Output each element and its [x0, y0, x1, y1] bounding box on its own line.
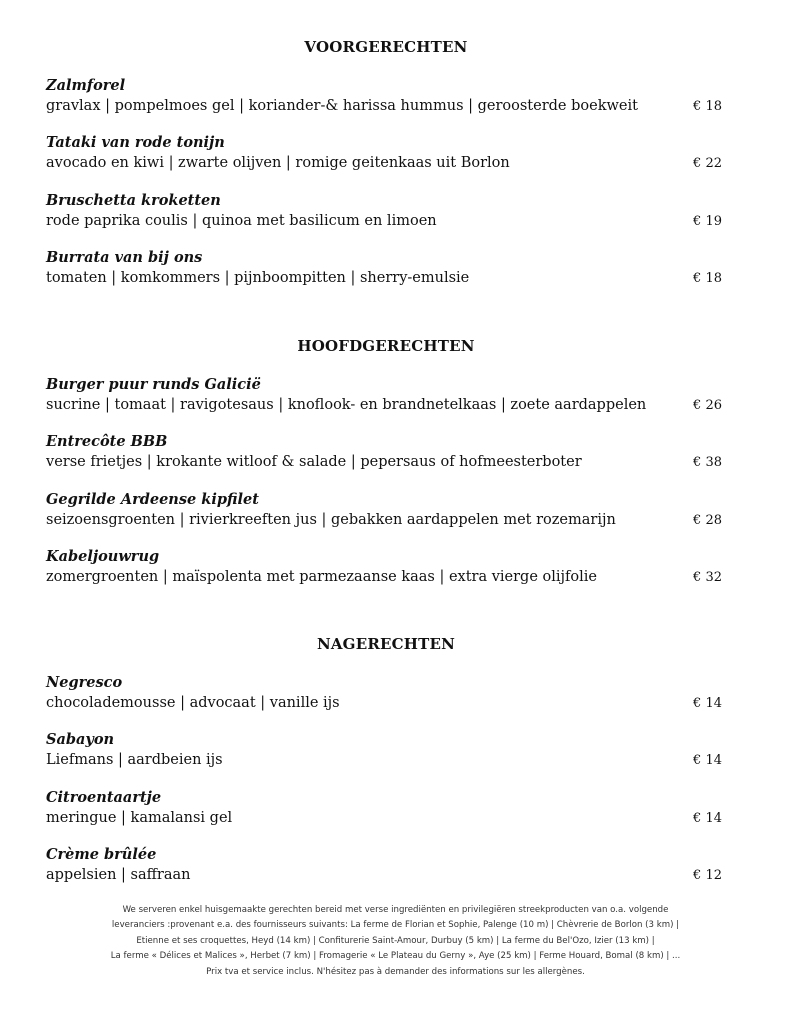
dish-description: gravlax | pompelmoes gel | koriander-& harissa hummus | geroosterde boekweit — [46, 98, 638, 114]
dish-description: tomaten | komkommers | pijnboompitten | sherry-emulsie — [46, 269, 470, 286]
dish-price: € 28 — [693, 512, 722, 528]
section-title: NAGERECHTEN — [316, 635, 456, 653]
dish-price: € 14 — [693, 810, 722, 826]
dish-name: Kabeljouwrug — [46, 547, 160, 565]
dish-item — [46, 490, 726, 547]
dish-price: € 14 — [693, 753, 722, 769]
dish-item — [46, 432, 726, 489]
dish-price: € 38 — [693, 455, 722, 471]
dish-price: € 18 — [693, 270, 722, 286]
dish-item — [46, 76, 726, 133]
dish-item — [46, 547, 726, 604]
dish-description: seizoensgroenten | rivierkreeften jus | gebakken aardappelen met rozemarijn — [46, 511, 616, 528]
footer-line: Etienne et ses croquettes, Heyd (14 km) | Confiturerie Saint-Amour, Durbuy (5 km) | La ferme du Bel'Ozo, Izier (13 km) | — [136, 935, 655, 946]
dish-price: € 26 — [693, 398, 722, 413]
dish-price: € 14 — [693, 696, 722, 711]
dish-description: appelsien | saffraan — [46, 866, 191, 883]
section-title: HOOFDGERECHTEN — [297, 337, 475, 355]
dish-item — [46, 248, 726, 305]
dish-item — [46, 730, 726, 787]
dish-name: Tataki van rode tonijn — [46, 134, 225, 152]
dish-item — [46, 375, 726, 432]
footer-line: leveranciers :provenant e.a. des fournisseurs suivants: La ferme de Florian et Sophie, Palenge (10 m) | Chèvrerie de Borlon (3 km) | — [111, 920, 680, 931]
dish-item — [46, 845, 726, 902]
dish-name: Burrata van bij ons — [46, 248, 203, 266]
dish-price: € 12 — [693, 867, 722, 883]
footer-line: We serveren enkel huisgemaakte gerechten bereid met verse ingrediënten en privilegiëren streekproducten van o.a. volgende — [122, 905, 669, 915]
footer-note — [40, 903, 751, 980]
dish-price: € 18 — [693, 99, 722, 114]
dish-name: Burger puur runds Galicië — [46, 376, 261, 393]
footer-line: La ferme « Délices et Malices », Herbet (7 km) | Fromagerie « Le Plateau du Gerny », Aye (25 km) | Ferme Houard, Bomal (8 km) | ... — [110, 951, 681, 962]
dish-name: Crème brûlée — [46, 845, 157, 863]
dish-description: rode paprika coulis | quinoa met basilicum en limoen — [46, 212, 437, 229]
dish-name: Citroentaartje — [46, 788, 162, 806]
section-voorgerechten — [46, 37, 726, 305]
dish-name: Entrecôte BBB — [46, 433, 168, 451]
dish-description: chocolademousse | advocaat | vanille ijs — [46, 695, 340, 711]
dish-price: € 19 — [693, 213, 722, 229]
footer-line: Prix tva et service inclus. N'hésitez pas à demander des informations sur les allergènes. — [206, 966, 585, 977]
section-nagerechten — [46, 634, 726, 902]
dish-name: Gegrilde Ardeense kipfilet — [46, 490, 259, 508]
dish-name: Bruschetta kroketten — [46, 191, 221, 209]
dish-item — [46, 191, 726, 248]
section-title: VOORGERECHTEN — [304, 38, 468, 56]
dish-price: € 32 — [693, 569, 722, 585]
dish-description: Liefmans | aardbeien ijs — [46, 752, 223, 769]
dish-description: meringue | kamalansi gel — [46, 809, 233, 826]
dish-item — [46, 673, 726, 730]
dish-name: Sabayon — [46, 731, 115, 749]
dish-name: Zalmforel — [46, 77, 126, 94]
dish-name: Negresco — [46, 674, 123, 691]
dish-price: € 22 — [693, 156, 722, 172]
dish-description: zomergroenten | maïspolenta met parmezaanse kaas | extra vierge olijfolie — [46, 568, 597, 585]
dish-description: verse frietjes | krokante witloof & salade | pepersaus of hofmeesterboter — [46, 454, 582, 471]
dish-description: sucrine | tomaat | ravigotesaus | knoflook- en brandnetelkaas | zoete aardappelen — [46, 397, 647, 413]
dish-description: avocado en kiwi | zwarte olijven | romige geitenkaas uit Borlon — [46, 155, 510, 172]
dish-item — [46, 788, 726, 845]
dish-item — [46, 133, 726, 190]
section-hoofdgerechten — [46, 336, 726, 604]
